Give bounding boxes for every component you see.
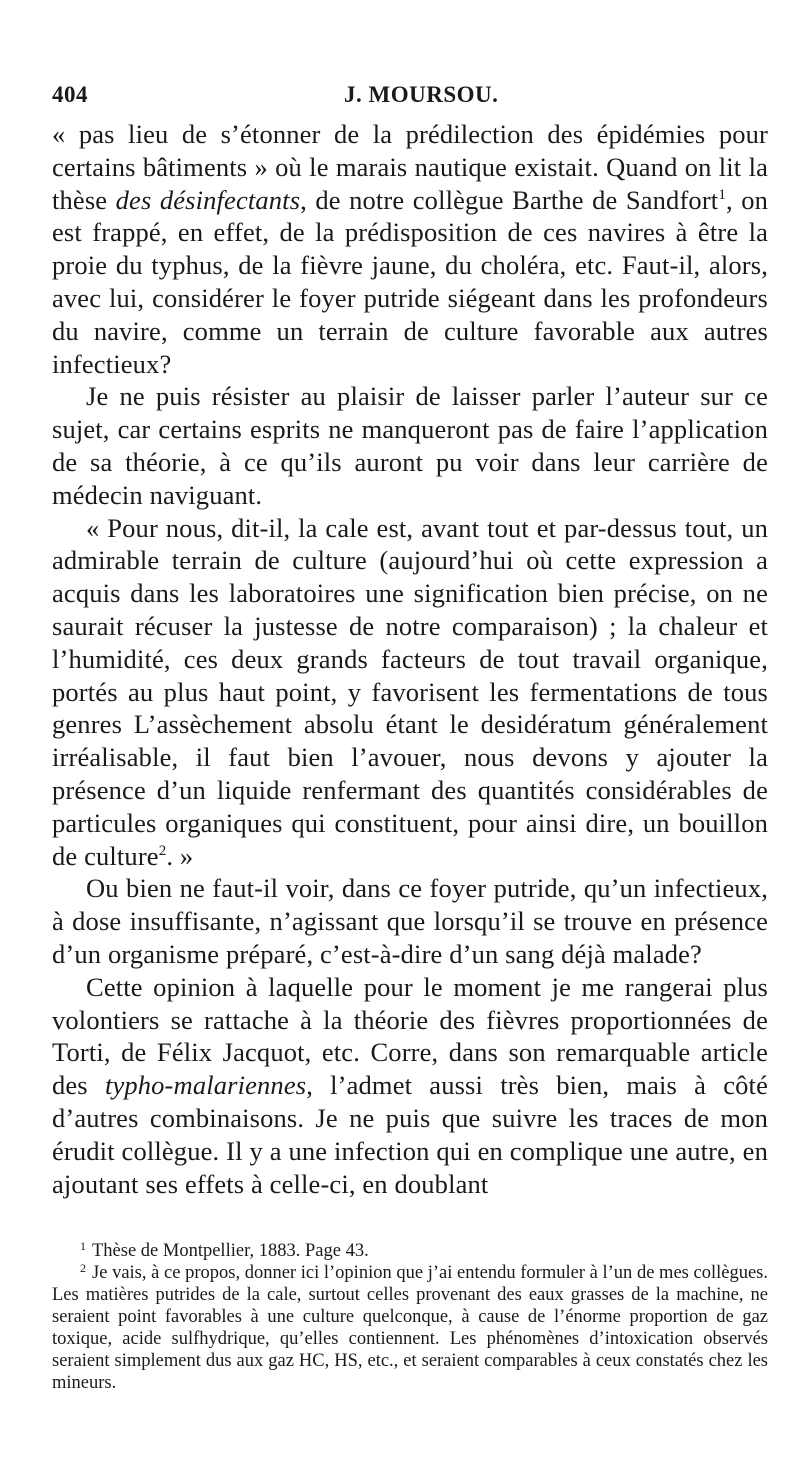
footnote-text: Thèse de Montpellier, 1883. Page 43. [92,1241,369,1262]
text-run: , on est frappé, en effet, de la prédisposition de ces navires à être la proie du typhus, de la fièvre jaune, du choléra, etc. Faut-il, alors, avec lui, considérer le foyer putride siégeant dans les profondeurs du navire, comme un terrain de culture favorable aux autres infectieux? [52,184,768,379]
paragraph-2 [52,380,768,511]
paragraph-5 [52,971,768,1201]
footnote-1 [52,1240,768,1262]
text-run: , de notre collègue Barthe de Sandfort [300,184,719,215]
text-run: « Pour nous, dit-il, la cale est, avant tout et par-dessus tout, un admirable terrain de culture (aujourd’hui où cette expression a acquis dans les laboratoires une signification bien précise, on ne saurait récuser la justesse de notre comparaison) ; la chaleur et l’humidité, ces deux grands facteurs de tout travail organique, portés au plus haut point, y favorisent les fermentations de tous genres L’assèchement absolu étant le desidératum généralement irréalisable, il faut bien l’avouer, nous devons y ajouter la présence d’un liquide renfermant des quantités considérables de particules organiques qui constituent, pour ainsi dire, un bouillon de culture [52,512,768,871]
footnote-text: Je vais, à ce propos, donner ici l’opinion que j’ai entendu formuler à l’un de mes collègues. Les matières putrides de la cale, surtout celles provenant des eaux grasses de la machine, ne seraient point favorables à une culture quelconque, à cause de l’énorme proportion de gaz toxique, acide sulfhydrique, qu’elles contiennent. Les phénomènes d’intoxication observés seraient simplement dus aux gaz HC, HS, etc., et seraient comparables à ceux constatés chez les mineurs. [52,1263,768,1394]
text-run: . » [166,840,194,871]
footnote-reference: 1 [718,186,726,203]
text-run: « pas lieu de s’étonner de la prédilection des épidémies pour certains bâtiments » où le marais nautique existait. Quand on lit la thèse [52,119,768,215]
text-run: , l’admet aussi très bien, mais à côté d’autres combinaisons. Je ne puis que suivre les traces de mon érudit collègue. Il y a une infection qui en complique une autre, en ajoutant ses effets à celle-ci, en doublant [52,1070,768,1199]
running-head [52,82,768,118]
paragraph-1 [52,118,768,380]
paragraph-4 [52,872,768,970]
text-run: Je ne puis résister au plaisir de laisser parler l’auteur sur ce sujet, car certains esprits ne manqueront pas de faire l’application de sa théorie, à ce qu’ils auront pu voir dans leur carrière de médecin naviguant. [52,381,768,510]
body-text [52,118,768,1200]
page [52,82,768,1394]
footnote-mark: 1 [80,1239,86,1254]
text-run: Cette opinion à laquelle pour le moment je me rangerai plus volontiers se rattache à la théorie des fièvres proportionnées de Torti, de Félix Jacquot, etc. Corre, dans son remarquable article des [52,971,768,1101]
footnote-2 [52,1262,768,1394]
footnotes [52,1240,768,1394]
paragraph-3 [52,512,768,873]
text-run: Ou bien ne faut-il voir, dans ce foyer putride, qu’un infectieux, à dose insuffisante, n’agissant que lorsqu’il se trouve en présence d’un organisme préparé, c’est-à-dire d’un sang déjà malade? [52,873,768,969]
running-title: J. MOURSOU. [344,82,499,107]
footnote-reference: 2 [158,842,167,859]
italic-text: des désinfectants [115,184,301,215]
italic-text: typho-malariennes [104,1070,307,1101]
footnote-mark: 2 [80,1261,86,1276]
page-number: 404 [52,82,88,107]
